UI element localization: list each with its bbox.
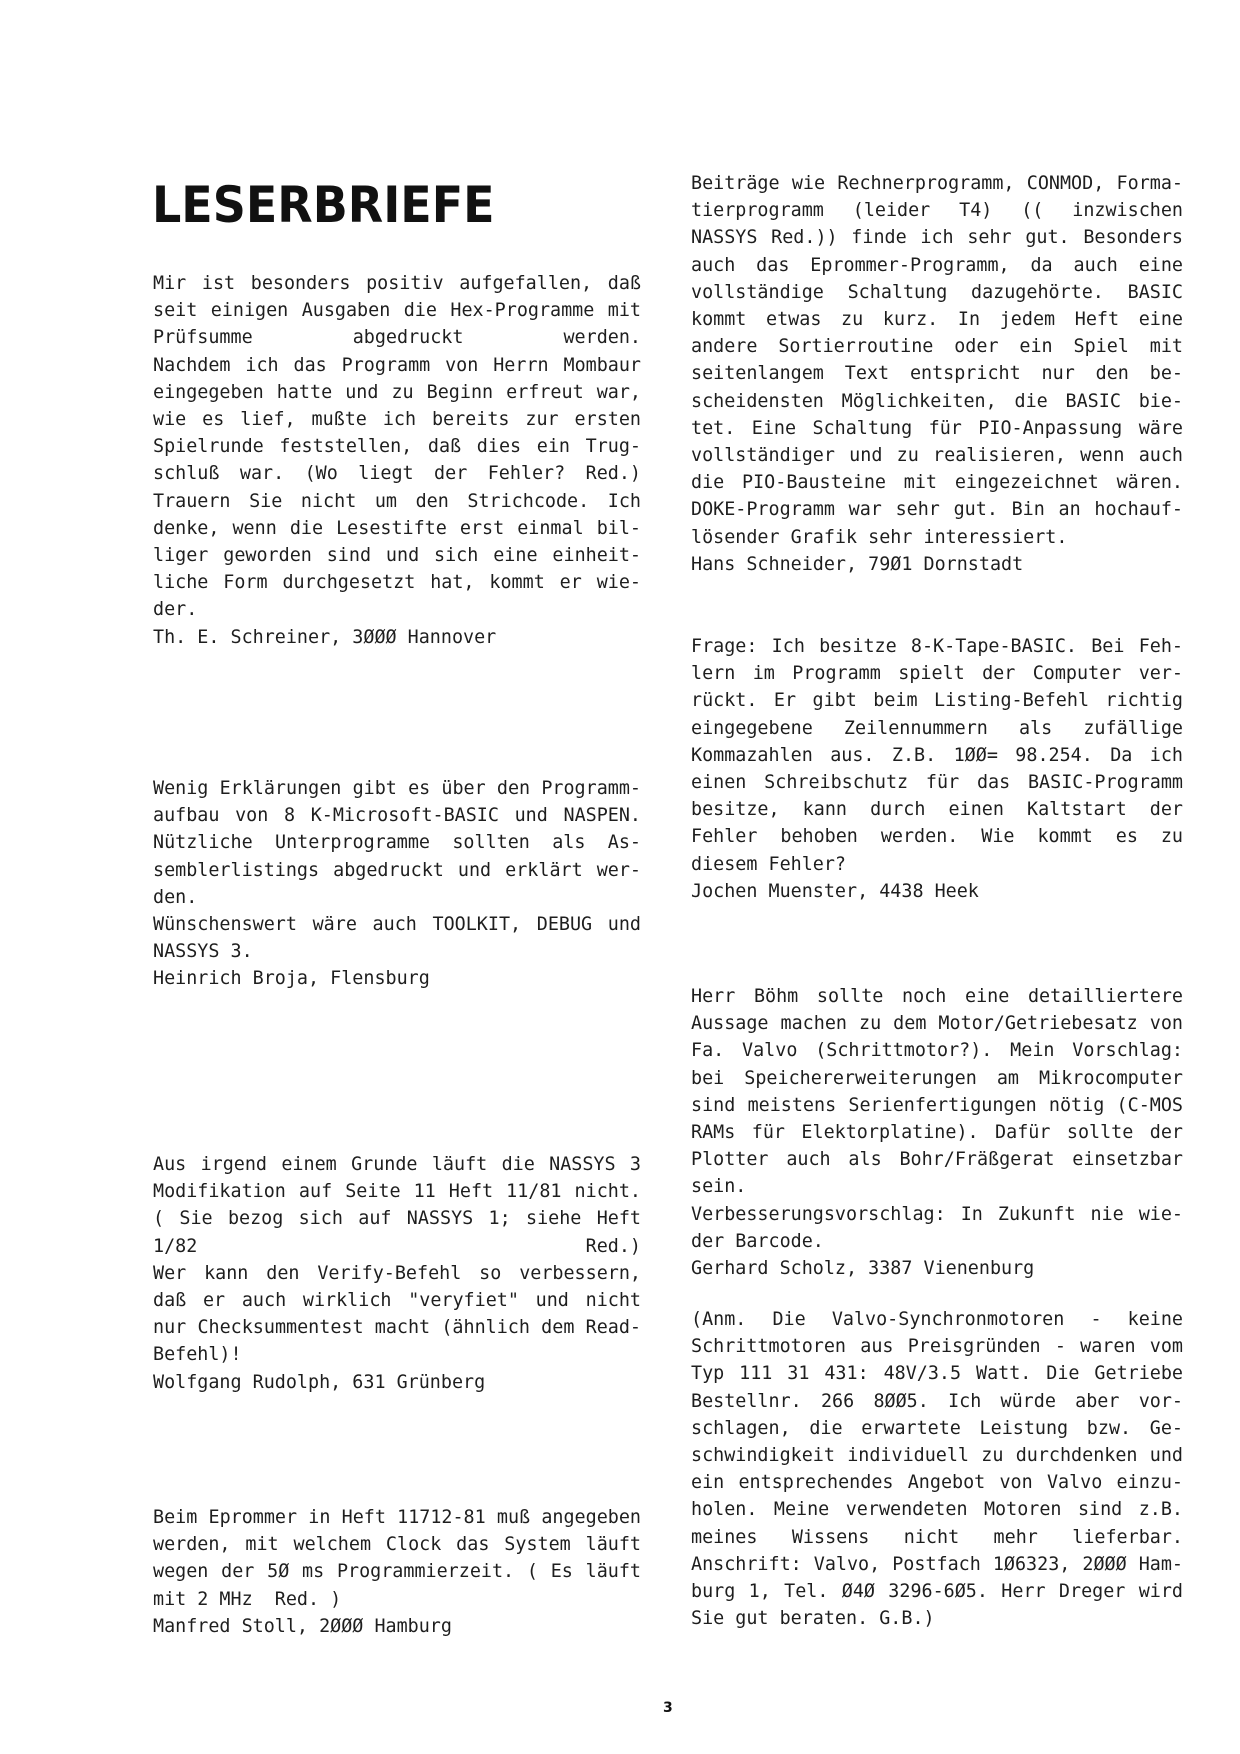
- letter-line: Modifikation auf Seite 11 Heft 11/81 nicht.: [153, 1181, 641, 1203]
- letter-line: Beim Eprommer in Heft 11712-81 muß angegeben: [153, 1507, 641, 1528]
- letter-line: ein entsprechendes Angebot von Valvo einzu-: [691, 1472, 1183, 1494]
- letter-line: diesem Fehler?: [691, 853, 847, 875]
- letter-line: die PIO-Bausteine mit eingezeichnet wären.: [691, 472, 1183, 494]
- letter-signature: Th. E. Schreiner, 3ØØØ Hannover: [153, 626, 497, 648]
- letter-3: [153, 1151, 641, 1396]
- letter-line: holen. Meine verwendeten Motoren sind z.B.: [691, 1499, 1183, 1521]
- letter-line: lern im Programm spielt der Computer ver-: [691, 663, 1183, 685]
- letter-line: seitenlangem Text entspricht nur den be-: [691, 363, 1183, 385]
- letter-line: Prüfsumme abgedruckt werden.: [153, 327, 641, 349]
- letter-signature: Heinrich Broja, Flensburg: [153, 968, 430, 990]
- letter-line: schluß war. (Wo liegt der Fehler? Red.): [153, 463, 641, 485]
- letter-line: Befehl)!: [153, 1344, 242, 1366]
- letter-line: aufbau von 8 K-Microsoft-BASIC und NASPEN.: [153, 805, 641, 827]
- letter-line: burg 1, Tel. Ø4Ø 3296-6Ø5. Herr Dreger wird: [691, 1581, 1183, 1603]
- letter-line: Trauern Sie nicht um den Strichcode. Ich: [153, 490, 641, 512]
- letter-line: Verbesserungsvorschlag: In Zukunft nie wie-: [691, 1203, 1183, 1225]
- letter-line: Herr Böhm sollte noch eine detailliertere: [691, 986, 1183, 1007]
- letter-6: [691, 633, 1183, 905]
- letter-line: kommt etwas zu kurz. In jedem Heft eine: [691, 309, 1183, 331]
- letter-line: Nützliche Unterprogramme sollten als As-: [153, 832, 641, 854]
- letter-8: [691, 1306, 1183, 1632]
- letter-line: daß er auch wirklich "veryfiet" und nicht: [153, 1290, 641, 1312]
- page-number: 3: [663, 1700, 673, 1716]
- letter-line: den.: [153, 886, 198, 908]
- letter-line: DOKE-Programm war sehr gut. Bin an hochauf-: [691, 499, 1183, 521]
- letter-line: der.: [153, 599, 198, 621]
- letter-line: scheidensten Möglichkeiten, die BASIC bie-: [691, 390, 1183, 412]
- letter-line: NASSYS Red.)) finde ich sehr gut. Besonders: [691, 227, 1183, 249]
- letter-line: schlagen, die erwartete Leistung bzw. Ge-: [691, 1417, 1183, 1439]
- letter-4: [153, 1504, 641, 1640]
- letter-line: Bestellnr. 266 8ØØ5. Ich würde aber vor-: [691, 1390, 1183, 1412]
- letter-line: denke, wenn die Lesestifte erst einmal bil-: [153, 517, 641, 539]
- letter-line: Aussage machen zu dem Motor/Getriebesatz von: [691, 1013, 1183, 1035]
- letter-signature: Hans Schneider, 79Ø1 Dornstadt: [691, 553, 1024, 575]
- letter-line: Plotter auch als Bohr/Fräßgerat einsetzbar: [691, 1149, 1183, 1171]
- letter-line: Aus irgend einem Grunde läuft die NASSYS 3: [153, 1154, 641, 1175]
- letter-signature: Wolfgang Rudolph, 631 Grünberg: [153, 1371, 486, 1393]
- letter-line: Fehler behoben werden. Wie kommt es zu: [691, 826, 1183, 848]
- page-title: LESERBRIEFE: [152, 176, 495, 234]
- letter-line: Sie gut beraten. G.B.): [691, 1608, 935, 1630]
- letter-line: Wenig Erklärungen gibt es über den Programm-: [153, 778, 641, 799]
- letter-line: Nachdem ich das Programm von Herrn Mombaur: [153, 354, 641, 376]
- letter-line: ( Sie bezog sich auf NASSYS 1; siehe Heft: [153, 1208, 641, 1230]
- letter-line: meines Wissens nicht mehr lieferbar.: [691, 1526, 1183, 1548]
- letter-1: [153, 270, 641, 651]
- letter-line: Wünschenswert wäre auch TOOLKIT, DEBUG und: [153, 914, 641, 936]
- letter-7: [691, 983, 1183, 1282]
- letter-line: besitze, kann durch einen Kaltstart der: [691, 799, 1183, 821]
- letter-line: wegen der 5Ø ms Programmierzeit. ( Es läuft: [153, 1561, 641, 1583]
- letter-signature: Jochen Muenster, 4438 Heek: [691, 880, 979, 902]
- letter-line: semblerlistings abgedruckt und erklärt wer-: [153, 859, 641, 881]
- letter-line: tet. Eine Schaltung für PIO-Anpassung wäre: [691, 417, 1183, 439]
- letter-line: sind meistens Serienfertigungen nötig (C-MOS: [691, 1094, 1183, 1116]
- letter-line: 1/82 Red.): [153, 1235, 641, 1257]
- letter-signature: Gerhard Scholz, 3387 Vienenburg: [691, 1258, 1035, 1280]
- letter-line: Kommazahlen aus. Z.B. 1ØØ= 98.254. Da ich: [691, 744, 1183, 766]
- letter-line: werden, mit welchem Clock das System läuft: [153, 1534, 641, 1556]
- letter-line: andere Sortierroutine oder ein Spiel mit: [691, 336, 1183, 358]
- letter-signature: Manfred Stoll, 2ØØØ Hamburg: [153, 1615, 452, 1637]
- letter-line: sein.: [691, 1176, 747, 1198]
- letter-line: eingegebene Zeilennummern als zufällige: [691, 717, 1183, 739]
- letter-line: Frage: Ich besitze 8-K-Tape-BASIC. Bei Feh-: [691, 636, 1183, 657]
- letter-line: wie es lief, mußte ich bereits zur ersten: [153, 409, 641, 431]
- letter-line: liger geworden sind und sich eine einheit-: [153, 545, 641, 567]
- letter-line: einen Schreibschutz für das BASIC-Programm: [691, 772, 1183, 794]
- letter-line: Anschrift: Valvo, Postfach 1Ø6323, 2ØØØ Ham-: [691, 1553, 1183, 1575]
- letter-line: vollständige Schaltung dazugehörte. BASIC: [691, 281, 1183, 303]
- letter-line: bei Speichererweiterungen am Mikrocomputer: [691, 1067, 1183, 1089]
- letter-line: vollständiger und zu realisieren, wenn auch: [691, 445, 1183, 467]
- letter-line: Mir ist besonders positiv aufgefallen, daß: [153, 273, 641, 294]
- letter-line: schwindigkeit individuell zu durchdenken und: [691, 1445, 1183, 1467]
- letter-line: nur Checksummentest macht (ähnlich dem Read-: [153, 1317, 641, 1339]
- letter-line: Wer kann den Verify-Befehl so verbessern,: [153, 1262, 641, 1284]
- letter-line: eingegeben hatte und zu Beginn erfreut war,: [153, 381, 641, 403]
- letter-line: lösender Grafik sehr interessiert.: [691, 526, 1068, 548]
- letter-line: mit 2 MHz Red. ): [153, 1588, 342, 1610]
- letter-line: NASSYS 3.: [153, 941, 253, 963]
- letter-line: tierprogramm (leider T4) (( inzwischen: [691, 200, 1183, 222]
- letter-line: RAMs für Elektorplatine). Dafür sollte der: [691, 1122, 1183, 1144]
- letter-line: Schrittmotoren aus Preisgründen - waren vom: [691, 1336, 1183, 1358]
- letter-5: [691, 170, 1183, 578]
- letter-2: [153, 775, 641, 993]
- letter-line: (Anm. Die Valvo-Synchronmotoren - keine: [691, 1309, 1183, 1330]
- letter-line: seit einigen Ausgaben die Hex-Programme mit: [153, 300, 641, 322]
- letter-line: auch das Eprommer-Programm, da auch eine: [691, 254, 1183, 276]
- letter-line: liche Form durchgesetzt hat, kommt er wie-: [153, 572, 641, 594]
- letter-line: Fa. Valvo (Schrittmotor?). Mein Vorschlag:: [691, 1040, 1183, 1062]
- letter-line: Spielrunde feststellen, daß dies ein Trug-: [153, 436, 641, 458]
- letter-line: der Barcode.: [691, 1230, 824, 1252]
- letter-line: Beiträge wie Rechnerprogramm, CONMOD, Forma-: [691, 173, 1183, 194]
- letter-line: rückt. Er gibt beim Listing-Befehl richtig: [691, 690, 1183, 712]
- letter-line: Typ 111 31 431: 48V/3.5 Watt. Die Getriebe: [691, 1363, 1183, 1385]
